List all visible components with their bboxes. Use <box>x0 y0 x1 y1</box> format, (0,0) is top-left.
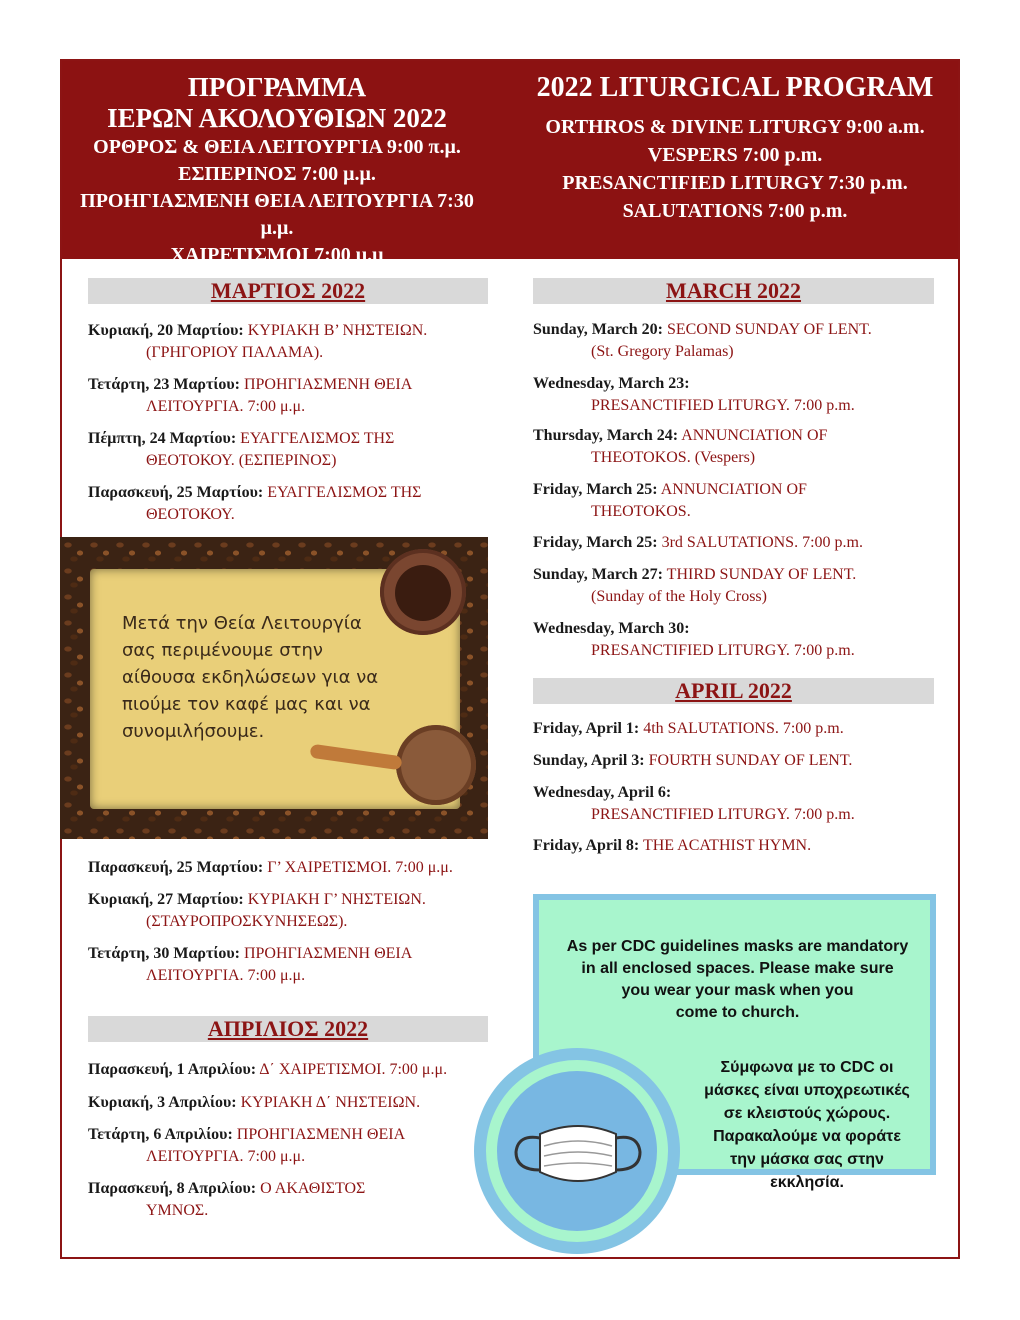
coffee-text-line: σας περιμένουμε στην <box>122 640 323 661</box>
schedule-entry <box>533 782 943 826</box>
entry-day: Κυριακή, 3 Απριλίου: <box>88 1094 237 1111</box>
entry-day: Friday, April 8: <box>533 837 640 854</box>
entry-day: Τετάρτη, 6 Απριλίου: <box>88 1126 233 1143</box>
notice-line: μάσκες είναι υποχρεωτικές <box>704 1082 910 1099</box>
greek-title-1: ΠΡΟΓΡΑΜΜΑ <box>187 72 367 102</box>
entry-day: Friday, March 25: <box>533 481 658 498</box>
entry-cont: ΘΕΟΤΟΚΟΥ. <box>146 506 235 523</box>
schedule-entry <box>533 373 943 417</box>
entry-day: Sunday, March 27: <box>533 566 663 583</box>
greek-march-heading: ΜΑΡΤΙΟΣ 2022 <box>88 278 488 304</box>
greek-header-line: ΠΡΟΗΓΙΑΣΜΕΝΗ ΘΕΙΑ ΛΕΙΤΟΥΡΓΙΑ 7:30 μ.μ. <box>80 190 474 239</box>
schedule-entry <box>88 1178 488 1222</box>
coffee-text-line: συνομιλήσουμε. <box>122 721 265 742</box>
entry-event: Γ’ ΧΑΙΡΕΤΙΣΜΟΙ. 7:00 μ.μ. <box>267 859 453 876</box>
entry-cont: ΛΕΙΤΟΥΡΓΙΑ. 7:00 μ.μ. <box>146 1148 306 1165</box>
entry-event: 4th SALUTATIONS. 7:00 p.m. <box>643 720 844 737</box>
english-title: 2022 LITURGICAL PROGRAM <box>536 72 934 103</box>
schedule-entry <box>88 889 488 933</box>
greek-header-line: ΧΑΙΡΕΤΙΣΜΟΙ 7:00 μ.μ <box>170 244 384 266</box>
schedule-entry <box>88 943 488 987</box>
notice-line: Παρακαλούμε να φοράτε <box>713 1128 901 1145</box>
entry-day: Wednesday, April 6: <box>533 784 672 801</box>
entry-event: ΚΥΡΙΑΚΗ Δ΄ ΝΗΣΤΕΙΩΝ. <box>240 1094 421 1111</box>
schedule-entry <box>88 482 488 526</box>
schedule-entry <box>533 618 943 662</box>
greek-title-2: ΙΕΡΩΝ ΑΚΟΛΟΥΘΙΩΝ 2022 <box>107 103 447 133</box>
entry-cont: PRESANCTIFIED LITURGY. 7:00 p.m. <box>591 397 855 414</box>
notice-line: come to church. <box>675 1004 800 1021</box>
schedule-entry <box>533 835 943 857</box>
schedule-entry <box>88 320 488 364</box>
english-header-line: VESPERS 7:00 p.m. <box>647 144 823 166</box>
entry-event: 3rd SALUTATIONS. 7:00 p.m. <box>661 534 863 551</box>
english-header-line: ORTHROS & DIVINE LITURGY 9:00 a.m. <box>545 116 925 138</box>
notice-line: σε κλειστούς χώρους. <box>723 1105 891 1122</box>
schedule-entry <box>533 319 943 363</box>
entry-cont: (St. Gregory Palamas) <box>591 343 734 360</box>
schedule-entry <box>88 374 488 418</box>
english-april-heading: APRIL 2022 <box>533 678 934 704</box>
entry-event: Ο ΑΚΑΘΙΣΤΟΣ <box>260 1180 366 1197</box>
english-header-line: PRESANCTIFIED LITURGY 7:30 p.m. <box>562 172 908 194</box>
header-banner <box>62 61 958 266</box>
notice-line: you wear your mask when you <box>621 982 854 999</box>
entry-event: ΕΥΑΓΓΕΛΙΣΜΟΣ ΤΗΣ <box>267 484 422 501</box>
entry-cont: PRESANCTIFIED LITURGY. 7:00 p.m. <box>591 806 855 823</box>
entry-event: SECOND SUNDAY OF LENT. <box>666 321 872 338</box>
entry-day: Friday, April 1: <box>533 720 640 737</box>
english-header-line: SALUTATIONS 7:00 p.m. <box>622 200 848 222</box>
entry-day: Κυριακή, 20 Μαρτίου: <box>88 322 244 339</box>
entry-event: ΚΥΡΙΑΚΗ Γ’ ΝΗΣΤΕΙΩΝ. <box>247 891 426 908</box>
entry-day: Παρασκευή, 1 Απριλίου: <box>88 1061 257 1078</box>
entry-cont: ΘΕΟΤΟΚΟΥ. (ΕΣΠΕΡΙΝΟΣ) <box>146 452 337 469</box>
schedule-entry <box>88 1124 488 1168</box>
mask-notice-greek <box>692 1056 922 1194</box>
entry-day: Friday, March 25: <box>533 534 658 551</box>
entry-event: FOURTH SUNDAY OF LENT. <box>648 752 853 769</box>
entry-day: Thursday, March 24: <box>533 427 679 444</box>
entry-cont: (Sunday of the Holy Cross) <box>591 588 767 605</box>
mask-notice-english <box>565 936 910 1024</box>
entry-cont: ΛΕΙΤΟΥΡΓΙΑ. 7:00 μ.μ. <box>146 398 306 415</box>
entry-cont: (ΣΤΑΥΡΟΠΡΟΣΚΥΝΗΣΕΩΣ). <box>146 913 348 930</box>
greek-header <box>62 61 492 269</box>
entry-event: ΕΥΑΓΓΕΛΙΣΜΟΣ ΤΗΣ <box>240 430 395 447</box>
entry-cont: ΛΕΙΤΟΥΡΓΙΑ. 7:00 μ.μ. <box>146 967 306 984</box>
greek-april-heading: ΑΠΡΙΛΙΟΣ 2022 <box>88 1016 488 1042</box>
notice-line: Σύμφωνα με το CDC οι <box>720 1059 894 1076</box>
notice-line: την μάσκα σας στην <box>730 1151 884 1168</box>
notice-line: εκκλησία. <box>770 1174 844 1191</box>
schedule-entry <box>533 750 943 772</box>
notice-line: in all enclosed spaces. Please make sure <box>581 960 894 977</box>
english-march-heading: MARCH 2022 <box>533 278 934 304</box>
entry-day: Τετάρτη, 30 Μαρτίου: <box>88 945 240 962</box>
entry-cont: THEOTOKOS. (Vespers) <box>591 449 756 466</box>
entry-event: ΠΡΟΗΓΙΑΣΜΕΝΗ ΘΕΙΑ <box>243 945 413 962</box>
entry-day: Παρασκευή, 25 Μαρτίου: <box>88 484 264 501</box>
entry-day: Wednesday, March 30: <box>533 620 690 637</box>
entry-day: Κυριακή, 27 Μαρτίου: <box>88 891 244 908</box>
entry-event: ANNUNCIATION OF <box>681 427 828 444</box>
entry-event: ANNUNCIATION OF <box>660 481 807 498</box>
coffee-text-line: αίθουσα εκδηλώσεων για να <box>122 667 379 688</box>
entry-event: ΠΡΟΗΓΙΑΣΜΕΝΗ ΘΕΙΑ <box>236 1126 406 1143</box>
face-mask-icon <box>508 1120 648 1190</box>
schedule-entry <box>88 1092 488 1114</box>
schedule-entry <box>88 1059 488 1081</box>
entry-cont: THEOTOKOS. <box>591 503 691 520</box>
entry-day: Τετάρτη, 23 Μαρτίου: <box>88 376 240 393</box>
entry-cont: ΥΜΝΟΣ. <box>146 1202 209 1219</box>
entry-day: Παρασκευή, 25 Μαρτίου: <box>88 859 264 876</box>
schedule-entry <box>533 479 943 523</box>
entry-cont: PRESANCTIFIED LITURGY. 7:00 p.m. <box>591 642 855 659</box>
schedule-entry <box>533 564 943 608</box>
coffee-text-line: πιούμε τον καφέ μας και να <box>122 694 371 715</box>
coffee-text-line: Μετά την Θεία Λειτουργία <box>122 613 362 634</box>
schedule-entry <box>88 428 488 472</box>
english-header <box>512 61 958 225</box>
schedule-entry <box>533 532 943 554</box>
entry-event: THIRD SUNDAY OF LENT. <box>666 566 857 583</box>
entry-event: ΚΥΡΙΑΚΗ Β’ ΝΗΣΤΕΙΩΝ. <box>247 322 428 339</box>
coffee-image <box>60 537 488 839</box>
notice-line: As per CDC guidelines masks are mandatory <box>566 938 909 955</box>
greek-header-line: ΟΡΘΡΟΣ & ΘΕΙΑ ΛΕΙΤΟΥΡΓΙΑ 9:00 π.μ. <box>93 136 461 158</box>
schedule-entry <box>88 857 488 879</box>
schedule-entry <box>533 718 943 740</box>
entry-event: THE ACATHIST HYMN. <box>642 837 812 854</box>
entry-day: Wednesday, March 23: <box>533 375 690 392</box>
entry-cont: (ΓΡΗΓΟΡΙΟΥ ΠΑΛΑΜΑ). <box>146 344 324 361</box>
entry-day: Sunday, March 20: <box>533 321 663 338</box>
entry-day: Παρασκευή, 8 Απριλίου: <box>88 1180 257 1197</box>
entry-event: ΠΡΟΗΓΙΑΣΜΕΝΗ ΘΕΙΑ <box>243 376 413 393</box>
schedule-entry <box>533 425 943 469</box>
entry-day: Sunday, April 3: <box>533 752 645 769</box>
greek-header-line: ΕΣΠΕΡΙΝΟΣ 7:00 μ.μ. <box>178 163 376 185</box>
coffee-invitation-text <box>122 610 412 745</box>
entry-day: Πέμπτη, 24 Μαρτίου: <box>88 430 237 447</box>
entry-event: Δ΄ ΧΑΙΡΕΤΙΣΜΟΙ. 7:00 μ.μ. <box>259 1061 448 1078</box>
